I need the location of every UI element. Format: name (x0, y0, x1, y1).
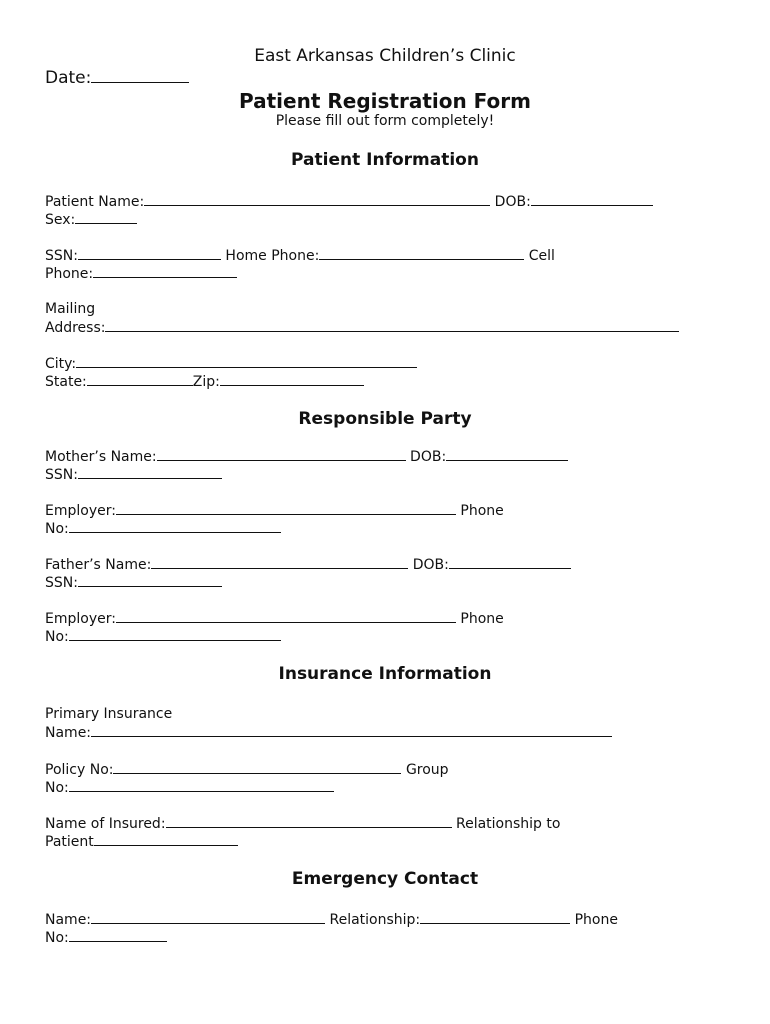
home-phone-label: Home Phone: (225, 248, 320, 264)
insured-blank[interactable] (166, 814, 452, 828)
father-dob-blank[interactable] (449, 555, 571, 569)
mother-dob-blank[interactable] (446, 447, 568, 461)
father-phone-label: Phone (460, 611, 504, 627)
section-responsible-party: Responsible Party (298, 409, 472, 429)
date-field[interactable] (45, 68, 189, 88)
relationship-blank[interactable] (94, 832, 238, 846)
insurance-name-row (45, 723, 612, 742)
father-name-blank[interactable] (151, 555, 408, 569)
father-employer-label: Employer: (45, 611, 116, 627)
mother-ssn-row (45, 465, 222, 484)
mother-phone-row (45, 519, 281, 538)
date-label: Date: (45, 68, 92, 88)
section-insurance-information: Insurance Information (278, 664, 492, 684)
father-employer-row (45, 609, 504, 628)
clinic-name: East Arkansas Children’s Clinic (254, 46, 516, 66)
city-row (45, 354, 417, 373)
form-subtitle: Please fill out form completely! (275, 113, 495, 129)
mother-phone-no-label: No: (45, 521, 69, 537)
sex-blank[interactable] (75, 210, 137, 224)
patient-dob-blank[interactable] (531, 192, 653, 206)
emergency-name-blank[interactable] (91, 910, 325, 924)
sex-label: Sex: (45, 212, 76, 228)
relationship-patient-row (45, 832, 238, 851)
ssn-row (45, 246, 555, 265)
patient-name-label: Patient Name: (45, 194, 145, 210)
mother-name-row (45, 447, 568, 466)
patient-name-blank[interactable] (144, 192, 490, 206)
mother-name-label: Mother’s Name: (45, 449, 157, 465)
mother-name-blank[interactable] (157, 447, 406, 461)
group-row (45, 778, 334, 797)
emergency-phone-row (45, 928, 167, 947)
father-ssn-blank[interactable] (78, 573, 222, 587)
father-name-label: Father’s Name: (45, 557, 152, 573)
mother-ssn-label: SSN: (45, 467, 78, 483)
primary-insurance-label: Primary Insurance (45, 706, 173, 722)
father-ssn-row (45, 573, 222, 592)
father-phone-blank[interactable] (69, 627, 281, 641)
insurance-name-label: Name: (45, 725, 92, 741)
zip-blank[interactable] (220, 372, 364, 386)
emergency-relationship-blank[interactable] (420, 910, 570, 924)
mother-phone-blank[interactable] (69, 519, 281, 533)
home-phone-blank[interactable] (319, 246, 524, 260)
patient-label: Patient (45, 834, 94, 850)
mother-employer-blank[interactable] (116, 501, 456, 515)
cell-phone-blank[interactable] (93, 264, 237, 278)
policy-row (45, 760, 449, 779)
city-blank[interactable] (76, 354, 417, 368)
father-phone-row (45, 627, 281, 646)
mother-employer-label: Employer: (45, 503, 116, 519)
policy-label: Policy No: (45, 762, 114, 778)
section-emergency-contact: Emergency Contact (291, 869, 479, 889)
patient-dob-label: DOB: (494, 194, 531, 210)
emergency-name-row (45, 910, 618, 929)
date-blank[interactable] (91, 69, 189, 83)
emergency-name-label: Name: (45, 912, 92, 928)
address-blank[interactable] (105, 318, 679, 332)
emergency-relationship-label: Relationship: (329, 912, 421, 928)
ssn-label: SSN: (45, 248, 78, 264)
address-label: Address: (45, 320, 106, 336)
group-label: Group (405, 762, 449, 778)
state-label: State: (45, 374, 87, 390)
insured-label: Name of Insured: (45, 816, 166, 832)
mother-phone-label: Phone (460, 503, 504, 519)
city-label: City: (45, 356, 77, 372)
emergency-phone-no-label: No: (45, 930, 69, 946)
address-row (45, 318, 679, 337)
relationship-to-label: Relationship to (455, 816, 561, 832)
emergency-phone-blank[interactable] (69, 928, 167, 942)
father-dob-label: DOB: (412, 557, 449, 573)
father-phone-no-label: No: (45, 629, 69, 645)
sex-row (45, 210, 137, 229)
ssn-blank[interactable] (78, 246, 221, 260)
mother-ssn-blank[interactable] (78, 465, 222, 479)
father-employer-blank[interactable] (116, 609, 456, 623)
mailing-label: Mailing (45, 301, 96, 317)
mother-dob-label: DOB: (410, 449, 447, 465)
cell-phone-row (45, 264, 237, 283)
policy-blank[interactable] (113, 760, 401, 774)
group-no-label: No: (45, 780, 69, 796)
insurance-name-blank[interactable] (91, 723, 612, 737)
mother-employer-row (45, 501, 504, 520)
cell-label: Cell (528, 248, 555, 264)
emergency-phone-label: Phone (574, 912, 618, 928)
zip-label: Zip: (192, 374, 220, 390)
form-title: Patient Registration Form (239, 89, 531, 113)
cell-phone-label: Phone: (45, 266, 94, 282)
insured-row (45, 814, 560, 833)
state-blank[interactable] (87, 372, 193, 386)
section-patient-information: Patient Information (291, 150, 479, 170)
group-blank[interactable] (69, 778, 334, 792)
patient-name-row (45, 192, 653, 211)
father-ssn-label: SSN: (45, 575, 78, 591)
father-name-row (45, 555, 571, 574)
state-zip-row (45, 372, 364, 391)
